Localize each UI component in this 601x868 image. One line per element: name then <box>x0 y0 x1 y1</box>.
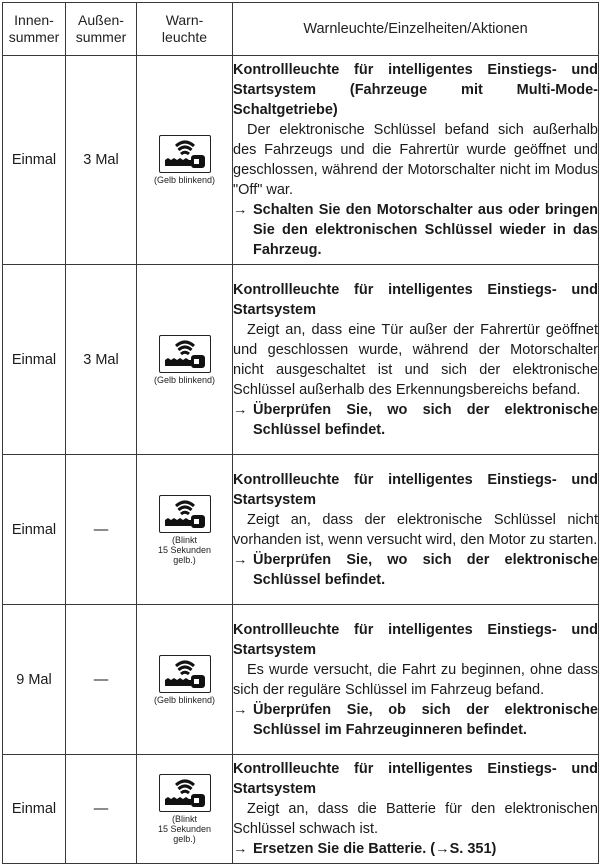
action-text: Schalten Sie den Motorschalter aus oder bringen Sie den elektronischen Schlüssel wieder in das Fahrzeug. <box>253 202 598 258</box>
smart-key-icon <box>159 335 211 373</box>
smart-key-icon <box>159 495 211 533</box>
arrow-icon: → <box>233 841 248 857</box>
smart-key-icon <box>159 774 211 812</box>
innen-summer-cell: Einmal <box>3 455 66 605</box>
warning-lamp-cell <box>137 56 233 265</box>
warning-lamp-cell <box>137 455 233 605</box>
table-header <box>3 3 599 56</box>
header-innen-summer: Innen- summer <box>3 3 66 56</box>
aussen-summer-cell: 3 Mal <box>66 265 137 455</box>
detail-action <box>233 839 598 859</box>
detail-title: Kontrollleuchte für intelligentes Einstiegs- und Startsystem <box>233 471 598 508</box>
detail-action <box>233 400 598 440</box>
detail-body: Es wurde versucht, die Fahrt zu beginnen, ohne dass sich der reguläre Schlüssel im Fahrzeug befand. <box>233 661 598 698</box>
arrow-icon: → <box>233 202 248 218</box>
arrow-icon: → <box>233 701 248 718</box>
header-warnleuchte: Warn- leuchte <box>137 3 233 56</box>
header-aussen-summer: Außen- summer <box>66 3 137 56</box>
detail-cell <box>233 755 599 864</box>
table-row <box>3 265 599 455</box>
table-row <box>3 56 599 265</box>
aussen-summer-cell: — <box>66 755 137 864</box>
warning-lamp-cell <box>137 265 233 455</box>
smart-key-icon <box>159 655 211 693</box>
detail-cell <box>233 455 599 605</box>
arrow-icon: → <box>233 551 248 568</box>
lamp-caption: (Gelb blinkend) <box>153 374 216 385</box>
detail-cell <box>233 605 599 755</box>
detail-action <box>233 550 598 590</box>
detail-action <box>233 700 598 740</box>
aussen-summer-cell: 3 Mal <box>66 56 137 265</box>
detail-body: Der elektronische Schlüssel befand sich außerhalb des Fahrzeugs und die Fahrertür wurde geöffnet und geschlossen, während der Motorschalter nicht im Modus "Off" war. <box>233 122 598 198</box>
lamp-caption: (Gelb blinkend) <box>153 694 216 705</box>
detail-cell <box>233 56 599 265</box>
lamp-caption: (Blinkt 15 Sekunden gelb.) <box>157 534 212 565</box>
innen-summer-cell: 9 Mal <box>3 605 66 755</box>
action-text: Überprüfen Sie, wo sich der elektronische Schlüssel befindet. <box>253 551 598 588</box>
arrow-icon: → <box>233 401 248 418</box>
detail-title: Kontrollleuchte für intelligentes Einstiegs- und Startsystem <box>233 281 598 318</box>
table-row <box>3 605 599 755</box>
innen-summer-cell: Einmal <box>3 755 66 864</box>
table-row <box>3 455 599 605</box>
detail-title: Kontrollleuchte für intelligentes Einstiegs- und Startsystem <box>233 761 598 797</box>
detail-body: Zeigt an, dass die Batterie für den elektronischen Schlüssel schwach ist. <box>233 801 598 837</box>
detail-title: Kontrollleuchte für intelligentes Einstiegs- und Startsystem (Fahrzeuge mit Multi-Mode-Schaltgetriebe) <box>233 62 598 118</box>
detail-action <box>233 200 598 260</box>
detail-body: Zeigt an, dass eine Tür außer der Fahrertür geöffnet und geschlossen wurde, während der Motorschalter nicht ausgeschaltet ist und sich der elektronische Schlüssel außerhalb des Erkennungsbereichs befand. <box>233 321 598 398</box>
innen-summer-cell: Einmal <box>3 56 66 265</box>
action-text: Überprüfen Sie, wo sich der elektronische Schlüssel befindet. <box>253 401 598 438</box>
warning-lamp-cell <box>137 755 233 864</box>
action-text: Überprüfen Sie, ob sich der elektronische Schlüssel im Fahrzeuginneren befindet. <box>253 701 598 738</box>
aussen-summer-cell: — <box>66 605 137 755</box>
detail-body: Zeigt an, dass der elektronische Schlüssel nicht vorhanden ist, wenn versucht wird, den Motor zu starten. <box>233 511 598 548</box>
table-row <box>3 755 599 864</box>
aussen-summer-cell: — <box>66 455 137 605</box>
header-details: Warnleuchte/Einzelheiten/Aktionen <box>233 3 599 56</box>
action-text: Ersetzen Sie die Batterie. (→S. 351) <box>253 841 497 857</box>
warning-lamp-cell <box>137 605 233 755</box>
lamp-caption: (Blinkt 15 Sekunden gelb.) <box>157 814 212 844</box>
detail-title: Kontrollleuchte für intelligentes Einstiegs- und Startsystem <box>233 621 598 658</box>
warning-table <box>2 2 599 864</box>
innen-summer-cell: Einmal <box>3 265 66 455</box>
smart-key-icon <box>159 135 211 173</box>
lamp-caption: (Gelb blinkend) <box>153 175 216 185</box>
detail-cell <box>233 265 599 455</box>
